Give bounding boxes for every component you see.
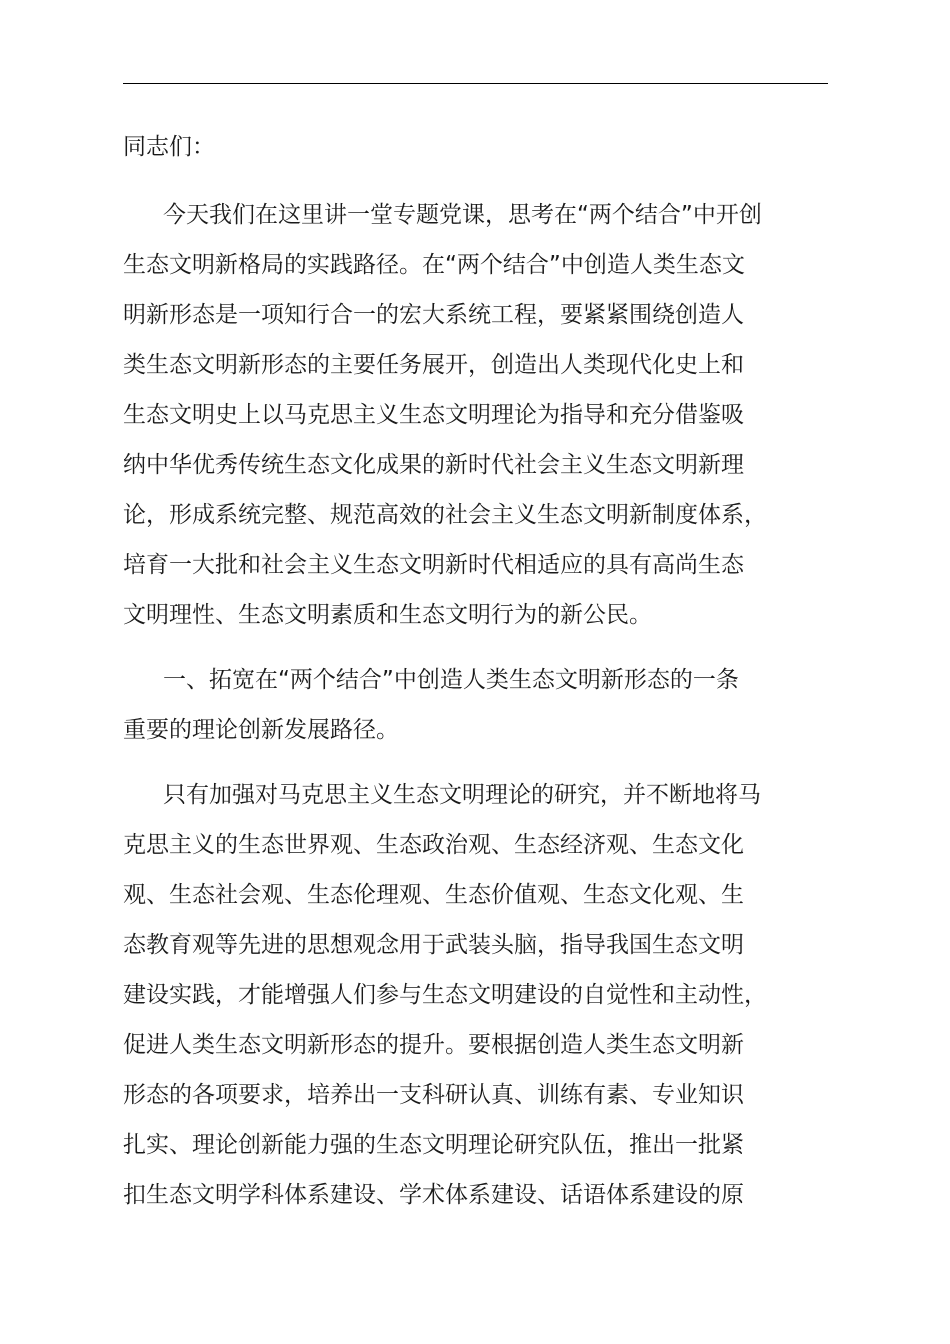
paragraph-section-1 (123, 770, 843, 1220)
paragraph-line: 扎实、理论创新能力强的生态文明理论研究队伍，推出一批紧 (123, 1132, 744, 1158)
heading-line: 重要的理论创新发展路径。 (123, 717, 399, 743)
paragraph-line: 形态的各项要求，培养出一支科研认真、训练有素、专业知识 (123, 1082, 744, 1108)
paragraph-line: 论，形成系统完整、规范高效的社会主义生态文明新制度体系， (123, 502, 767, 528)
paragraph-line: 类生态文明新形态的主要任务展开，创造出人类现代化史上和 (123, 352, 744, 378)
paragraph-line: 只有加强对马克思主义生态文明理论的研究，并不断地将马 (163, 782, 761, 808)
paragraph-line: 促进人类生态文明新形态的提升。要根据创造人类生态文明新 (123, 1032, 744, 1058)
paragraph-line: 建设实践，才能增强人们参与生态文明建设的自觉性和主动性， (123, 982, 767, 1008)
paragraph-line: 今天我们在这里讲一堂专题党课，思考在“两个结合”中开创 (163, 202, 762, 228)
paragraph-line: 扣生态文明学科体系建设、学术体系建设、话语体系建设的原 (123, 1182, 744, 1208)
paragraph-line: 克思主义的生态世界观、生态政治观、生态经济观、生态文化 (123, 832, 744, 858)
paragraph-line: 生态文明新格局的实践路径。在“两个结合”中创造人类生态文 (123, 252, 745, 278)
heading-line: 一、拓宽在“两个结合”中创造人类生态文明新形态的一条 (163, 667, 739, 693)
paragraph-line: 观、生态社会观、生态伦理观、生态价值观、生态文化观、生 (123, 882, 744, 908)
header-rule (123, 83, 828, 84)
paragraph-line: 文明理性、生态文明素质和生态文明行为的新公民。 (123, 602, 652, 628)
paragraph-line: 培育一大批和社会主义生态文明新时代相适应的具有高尚生态 (123, 552, 744, 578)
salutation: 同志们： (123, 134, 215, 160)
paragraph-line: 明新形态是一项知行合一的宏大系统工程，要紧紧围绕创造人 (123, 302, 744, 328)
paragraph-line: 纳中华优秀传统生态文化成果的新时代社会主义生态文明新理 (123, 452, 744, 478)
paragraph-intro (123, 190, 843, 640)
paragraph-line: 生态文明史上以马克思主义生态文明理论为指导和充分借鉴吸 (123, 402, 744, 428)
paragraph-line: 态教育观等先进的思想观念用于武装头脑，指导我国生态文明 (123, 932, 744, 958)
section-heading-1 (123, 655, 843, 755)
